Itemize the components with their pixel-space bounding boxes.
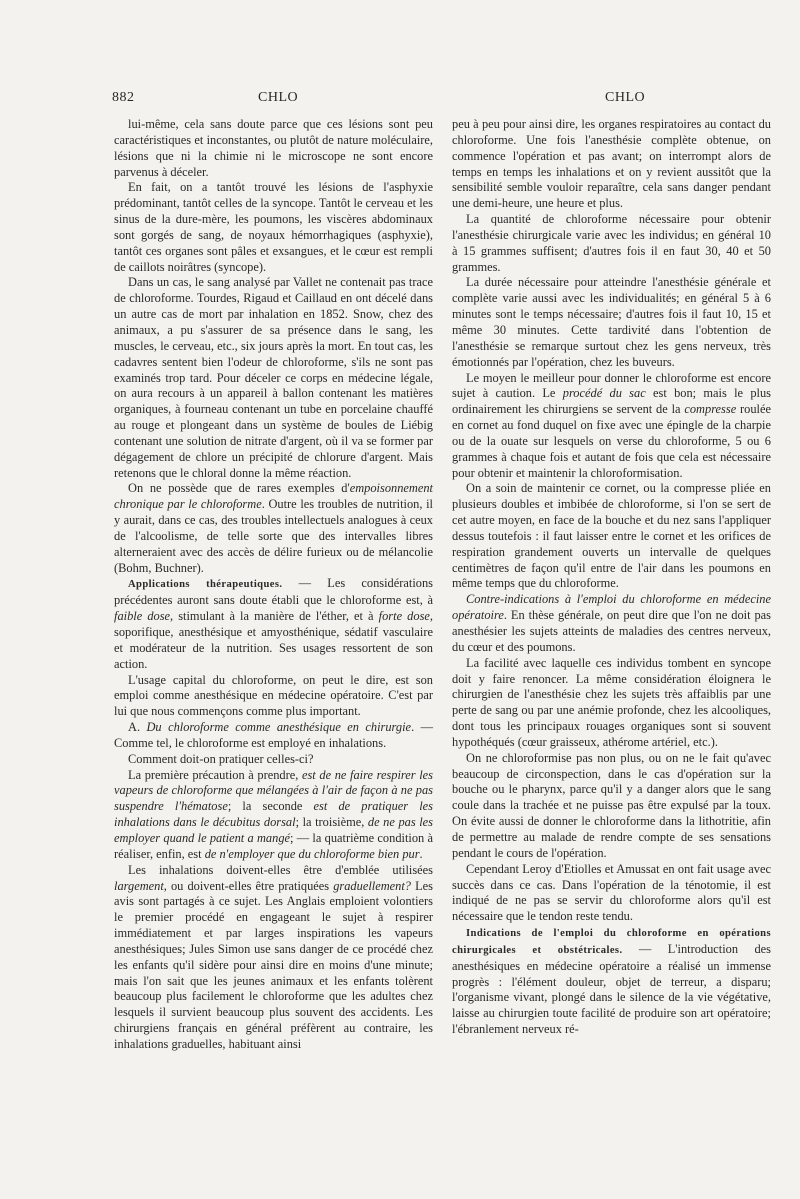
paragraph: La première précaution à prendre, est de ne faire respirer les vapeurs de chloroforme que mélangées à l'air de façon à ne pas suspendre l'hématose; la seconde est de pratiquer les inhalations dans le décubitus dorsal; la troisième, de ne pas les employer quand le patient a mangé; — la quatrième condition à réaliser, enfin, est de n'employer que du chloroforme bien pur. bbox=[114, 767, 434, 861]
italic-term: faible dose bbox=[114, 609, 171, 624]
paragraph: Contre-indications à l'emploi du chloroforme en médecine opératoire. En thèse générale, on peut dire que l'on ne doit pas anesthésier les sujets atteints de maladies des centres nerveux, du cœur et des poumons. bbox=[452, 592, 771, 654]
paragraph: On a soin de maintenir ce cornet, ou la compresse pliée en plusieurs doubles et imbibée de chloroforme, si l'on se sert de cet autre moyen, en face de la bouche et du nez sans l'appliquer dessus toutefois : il faut laisser entre le cornet et les orifices de respiration grandement ouverts un intervalle de quelques centimètres de façon qu'il entre de l'air dans les poumons en même temps que du chloroforme. bbox=[452, 481, 771, 591]
section-heading: Applications thérapeutiques. bbox=[128, 579, 283, 591]
page-number: 882 bbox=[112, 90, 135, 105]
paragraph: On ne chloroformise pas non plus, ou on ne le fait qu'avec beaucoup de circonspection, dans le cas d'opération sur la bouche ou le pharynx, parce qu'il y a danger alors que le sang coule dans la trachée et ne puisse pas être expulsé par la toux. On évite aussi de donner le chloroforme dans la lithotritie, afin de permettre au malade de rendre compte de ses sensations pendant le cours de l'opération. bbox=[452, 750, 771, 860]
running-head-right: CHLO bbox=[605, 90, 646, 105]
italic-term: forte dose bbox=[378, 609, 430, 624]
paragraph: Cependant Leroy d'Etiolles et Amussat en ont fait usage avec succès dans ce cas. Dans l'opération de la ténotomie, il est indiqué de ne pas se servir du chloroforme alors qu'il est nécessaire que le tendon reste tendu. bbox=[452, 861, 771, 924]
italic-term: empoisonnement chronique par le chloroforme bbox=[114, 481, 433, 512]
italic-term: procédé du sac bbox=[562, 386, 646, 401]
paragraph: Les inhalations doivent-elles être d'emblée utilisées largement, ou doivent-elles être pratiquées graduellement? Les avis sont partagés à ce sujet. Les Anglais emploient volontiers le premier procédé en engageant le sujet à respirer immédiatement et par larges inspirations les vapeurs anesthésiques; Jules Simon use sans danger de ce procédé chez les enfants qu'il sidère pour ainsi dire en moins d'une minute; mais l'on sait que les jeunes animaux et les enfants tolèrent beaucoup plus facilement le chloroforme que les adultes chez lesquels il survient beaucoup plus souvent des accidents. Les chirurgiens français en général préfèrent au contraire, les inhalations graduelles, habituant ainsi bbox=[114, 862, 433, 1051]
left-column bbox=[114, 117, 433, 1053]
paragraph: En fait, on a tantôt trouvé les lésions de l'asphyxie prédominant, tantôt celles de la syncope. Tantôt le cerveau et les sinus de la dure-mère, les poumons, les viscères abdominaux sont gorgés de sang, de noyaux hémorrhagiques (asphyxie), tantôt ces organes sont pâles et exsangues, et le cœur est rempli de caillots noirâtres (syncope). bbox=[114, 180, 433, 274]
paragraph: La durée nécessaire pour atteindre l'anesthésie générale et complète varie aussi avec les individualités; en général 5 à 6 minutes sont le temps nécessaire; d'autres fois il faut 10, 15 et même 30 minutes. Cette tardivité dans l'obtention de l'anesthésie se remarque surtout chez les gens nerveux, très émotionnés par l'opération, chez les buveurs. bbox=[452, 275, 771, 369]
paragraph: L'usage capital du chloroforme, on peut le dire, est son emploi comme anesthésique en médecine opératoire. C'est par lui que nous commençons comme plus important. bbox=[114, 672, 433, 719]
page-header bbox=[0, 90, 800, 110]
paragraph: Le moyen le meilleur pour donner le chloroforme est encore sujet à caution. Le procédé du sac est bon; mais le plus ordinairement les chirurgiens se servent de la compresse roulée en cornet au fond duquel on fixe avec une épingle de la charpie ou de la ouate sur lesquels on verse du chloroforme, 5 ou 6 grammes à chaque fois et autant de fois que cela est nécessaire pour obtenir et maintenir la chloroformisation. bbox=[452, 370, 771, 480]
italic-term: compresse bbox=[684, 402, 737, 417]
paragraph: On ne possède que de rares exemples d'empoisonnement chronique par le chloroforme. Outre les troubles de nutrition, il y aurait, dans ce cas, des troubles intellectuels analogues à ceux de l'alcoolisme, de telle sorte que des intervalles libres alterneraient avec des accès de délire furieux ou de mélancolie (Bohm, Buchner). bbox=[114, 481, 433, 575]
italic-term: largement bbox=[114, 878, 164, 893]
paragraph: Dans un cas, le sang analysé par Vallet ne contenait pas trace de chloroforme. Tourdes, Rigaud et Caillaud en ont décelé dans un autre cas de mort par inhalation en 1852. Snow, chez des animaux, a pu s'assurer de sa présence dans le sang, les muscles, le cerveau, etc., six jours après la mort. En tout cas, les cadavres sentent bien l'odeur de chloroforme, s'ils ne sont pas examinés trop tard. Pour déceler ce corps en médecine légale, on aura recours à un appareil à ballon contenant les matières organiques, à fourneau contenant un tube en porcelaine chauffé au rouge et plongeant dans un système de boules de Liébig contenant une solution de nitrate d'argent, où il va se former par dégagement de chlore un précipité de chlorure d'argent. Mais retenons que le chloral donne la même réaction. bbox=[114, 275, 433, 480]
paragraph: La facilité avec laquelle ces individus tombent en syncope doit y faire renoncer. La même considération éloignera le chirurgien de l'anesthésie chez les sujets très affaiblis par une perte de sang ou par une anémie profonde, chez les alcooliques, dont tous les principaux rouages organiques sont si souvent hypothéqués (cœur graisseux, athérome artériel, etc.). bbox=[452, 655, 771, 749]
paragraph: Indications de l'emploi du chloroforme en opérations chirurgicales et obstétricales. — L'introduction des anesthésiques en médecine opératoire a réalisé un immense progrès : l'élément douleur, objet de terreur, a disparu; l'organisme vivant, plongé dans le silence de la vie végétative, laisse au chirurgien toute facilité de produire son art opératoire; l'ébranlement nerveux ré- bbox=[452, 928, 771, 1037]
paragraph: lui-même, cela sans doute parce que ces lésions sont peu caractéristiques et inconstantes, ou plutôt de nature moléculaire, lésions que ni la chimie ni le microscope ne sont encore parvenus à déceler. bbox=[114, 117, 433, 179]
paragraph: La quantité de chloroforme nécessaire pour obtenir l'anesthésie chirurgicale varie avec les individus; en général 10 à 15 grammes suffisent; d'autres fois il en faut 30, 40 et 50 grammes. bbox=[452, 212, 771, 274]
italic-term: de ne pas les employer quand le patient a mangé bbox=[114, 815, 433, 845]
paragraph: Comment doit-on pratiquer celles-ci? bbox=[128, 751, 314, 766]
italic-term: de n'employer que du chloroforme bien pur bbox=[204, 846, 420, 861]
running-head-left: CHLO bbox=[258, 90, 299, 105]
italic-term: est de ne faire respirer les vapeurs de chloroforme que mélangées à l'air de façon à ne pas suspendre l'hématose bbox=[114, 767, 434, 814]
paragraph: A. Du chloroforme comme anesthésique en chirurgie. — Comme tel, le chloroforme est employé en inhalations. bbox=[114, 720, 433, 750]
paragraph: peu à peu pour ainsi dire, les organes respiratoires au contact du chloroforme. Une fois l'anesthésie complète obtenue, on commence l'opération et pas avant; on interrompt alors de temps en temps les inhalations et on y revient aussitôt que la sensibilité semble vouloir reparaître, cela sans danger pendant une demi-heure, une heure et plus. bbox=[452, 117, 771, 211]
subsection-heading: Du chloroforme comme anesthésique en chirurgie bbox=[146, 720, 412, 735]
section-heading: Indications de l'emploi du chloroforme en opérations chirurgicales et obstétricales. bbox=[452, 928, 771, 956]
paragraph: Applications thérapeutiques. — Les considérations précédentes auront sans doute établi que le chloroforme est, à faible dose, stimulant à la manière de l'éther, et à forte dose, soporifique, anesthésique et amyosthénique, sédatif vasculaire et modérateur de la nutrition. Ses usages ressortent de son action. bbox=[114, 576, 433, 671]
italic-term: graduellement? bbox=[333, 878, 411, 893]
subsection-heading: Contre-indications à l'emploi du chloroforme en médecine opératoire bbox=[452, 592, 771, 623]
right-column bbox=[452, 117, 771, 1038]
italic-term: est de pratiquer les inhalations dans le décubitus dorsal bbox=[114, 799, 433, 830]
